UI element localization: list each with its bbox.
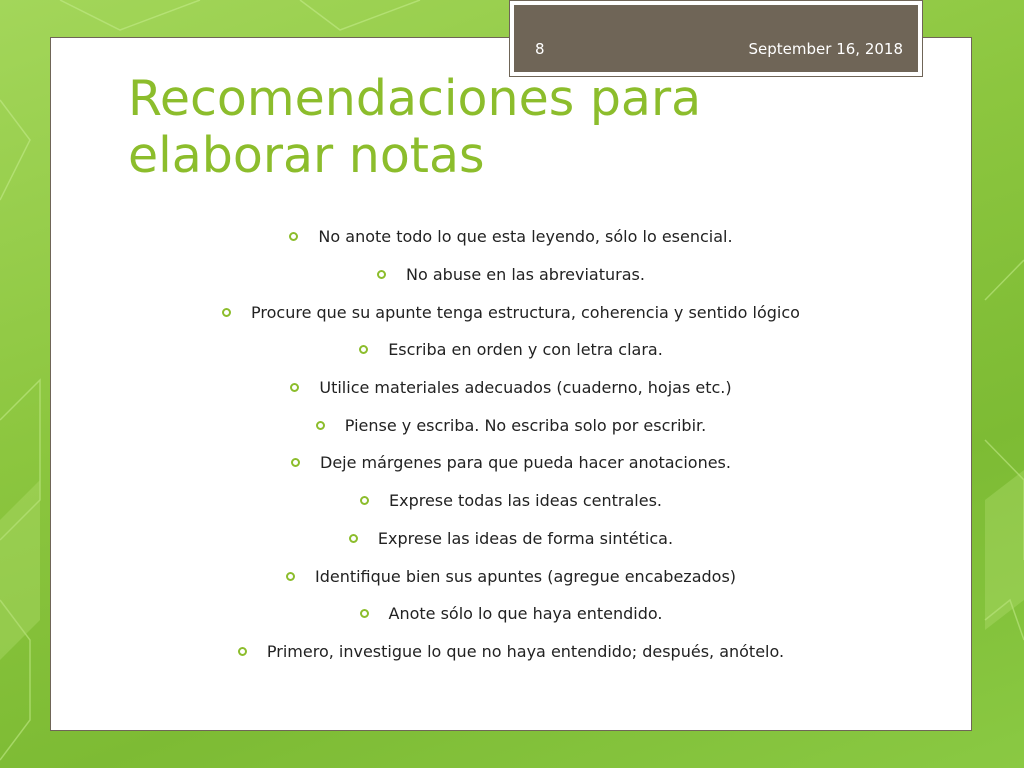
bullet-text: Escriba en orden y con letra clara. xyxy=(388,340,663,360)
bullet-item xyxy=(50,256,972,294)
bullet-item xyxy=(50,520,972,558)
ring-bullet-icon xyxy=(360,496,369,505)
bullet-item xyxy=(50,293,972,331)
ring-bullet-icon xyxy=(291,458,300,467)
bullet-text: No anote todo lo que esta leyendo, sólo lo esencial. xyxy=(318,227,733,247)
ring-bullet-icon xyxy=(222,308,231,317)
bullet-item xyxy=(50,482,972,520)
bullet-text: Exprese todas las ideas centrales. xyxy=(388,491,662,511)
header-bar xyxy=(514,5,918,72)
bullet-text: Piense y escriba. No escriba solo por escribir. xyxy=(344,415,707,435)
ring-bullet-icon xyxy=(377,270,386,279)
ring-bullet-icon xyxy=(290,383,299,392)
bullet-item xyxy=(50,557,972,595)
slide-number: 8 xyxy=(535,40,545,58)
bullet-text: Identifique bien sus apuntes (agregue encabezados) xyxy=(314,566,737,586)
bullet-text: Deje márgenes para que pueda hacer anotaciones. xyxy=(320,453,731,473)
bullet-item xyxy=(50,595,972,633)
bullet-item xyxy=(50,331,972,369)
bullet-item xyxy=(50,369,972,407)
bullet-text: Anote sólo lo que haya entendido. xyxy=(388,604,663,624)
slide-title: Recomendaciones para elaborar notas xyxy=(128,70,702,184)
header-box xyxy=(509,0,923,77)
bullet-text: Utilice materiales adecuados (cuaderno, hojas etc.) xyxy=(319,378,732,398)
bullet-item xyxy=(50,406,972,444)
bullet-item xyxy=(50,218,972,256)
ring-bullet-icon xyxy=(349,534,358,543)
ring-bullet-icon xyxy=(359,345,368,354)
slide-date: September 16, 2018 xyxy=(748,40,903,58)
ring-bullet-icon xyxy=(289,232,298,241)
bullet-text: Procure que su apunte tenga estructura, coherencia y sentido lógico xyxy=(251,302,800,322)
bullet-item xyxy=(50,633,972,671)
ring-bullet-icon xyxy=(238,647,247,656)
ring-bullet-icon xyxy=(360,609,369,618)
bullet-item xyxy=(50,444,972,482)
ring-bullet-icon xyxy=(316,421,325,430)
bullet-list xyxy=(50,218,972,670)
ring-bullet-icon xyxy=(286,572,295,581)
bullet-text: Exprese las ideas de forma sintética. xyxy=(377,528,674,548)
bullet-text: No abuse en las abreviaturas. xyxy=(406,265,645,285)
bullet-text: Primero, investigue lo que no haya entendido; después, anótelo. xyxy=(266,641,785,661)
